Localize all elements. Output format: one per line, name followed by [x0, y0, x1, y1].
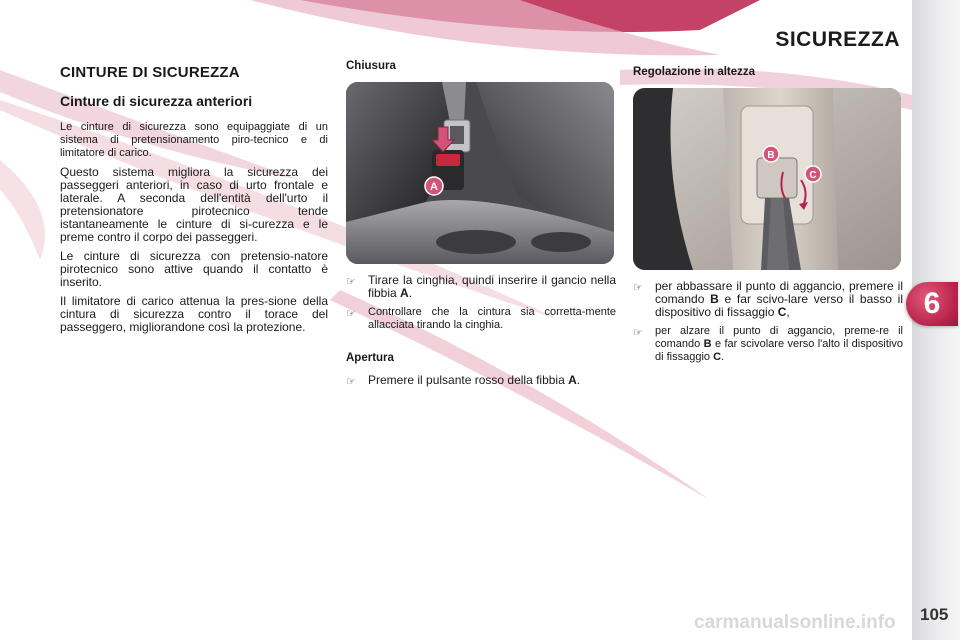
callout-label-b: B	[767, 150, 775, 161]
instruction-item	[346, 306, 616, 332]
chapter-tab[interactable]	[906, 282, 958, 326]
page-number: 105	[920, 605, 949, 624]
reference-letter: C	[713, 351, 722, 363]
height-adjuster-illustration	[633, 88, 901, 270]
reference-letter: A	[568, 373, 577, 387]
paragraph: Il limitatore di carico attenua la pres-sione della cintura di sicurezza contro il torace del passeggero, migliorandone così la protezione.	[60, 294, 328, 334]
paragraph: Le cinture di sicurezza con pretensio-natore pirotecnico sono attive quando il contatto è inserito.	[60, 249, 328, 289]
figure-height-adjuster-photo	[633, 88, 901, 270]
instruction-item	[346, 274, 616, 300]
instruction-tail: .	[576, 373, 581, 387]
page-header-title: SICUREZZA	[775, 28, 900, 51]
column-height-adjustment	[633, 66, 903, 370]
section-title: CINTURE DI SICUREZZA	[60, 64, 240, 81]
column-closing-opening	[346, 60, 616, 394]
instruction-item	[633, 280, 903, 319]
watermark: carmanualsonline.info	[694, 612, 896, 633]
instruction-tail: .	[408, 286, 413, 300]
buckle-illustration	[346, 82, 614, 264]
callout-label-c: C	[809, 170, 817, 181]
subsection-title: Cinture di sicurezza anteriori	[60, 93, 253, 109]
figure-buckle-photo	[346, 82, 614, 264]
pointing-hand-icon: ☞	[346, 276, 356, 288]
instruction-item	[633, 325, 903, 364]
instruction-text: e far scivolare verso l'alto il dispositivo di fissaggio	[655, 338, 903, 363]
pointing-hand-icon: ☞	[346, 308, 356, 320]
instruction-tail: .	[721, 351, 725, 363]
heading-height-adjustment: Regolazione in altezza	[633, 66, 756, 78]
column-seatbelts-intro	[60, 64, 328, 340]
instruction-text: per abbassare il punto di aggancio, premere il comando	[655, 279, 903, 306]
reference-letter: B	[703, 338, 712, 350]
pointing-hand-icon: ☞	[633, 282, 643, 294]
pointing-hand-icon: ☞	[633, 327, 643, 339]
reference-letter: B	[710, 292, 719, 306]
callout-label-a: A	[430, 181, 438, 193]
paragraph: Questo sistema migliora la sicurezza dei passeggeri anteriori, in caso di urto frontale e laterale. A seconda dell'entità dell'urto il pretensionatore pirotecnico tende istantaneamente le cinture di si-curezza e le preme contro il corpo dei passeggeri.	[60, 165, 328, 244]
instruction-item	[346, 374, 616, 388]
instruction-text: Tirare la cinghia, quindi inserire il gancio nella fibbia	[368, 273, 616, 300]
heading-closing: Chiusura	[346, 60, 396, 72]
heading-opening: Apertura	[346, 352, 394, 364]
instruction-text: Controllare che la cintura sia corretta-mente allacciata tirando la cinghia.	[368, 306, 616, 331]
instruction-text: e far scivo-lare verso il basso il dispositivo di fissaggio	[655, 292, 904, 319]
instruction-text: Premere il pulsante rosso della fibbia	[368, 373, 569, 387]
instruction-tail: ,	[786, 305, 790, 319]
reference-letter: A	[400, 286, 409, 300]
pointing-hand-icon: ☞	[346, 376, 356, 388]
reference-letter: C	[777, 305, 787, 319]
paragraph: Le cinture di sicurezza sono equipaggiate di un sistema di pretensionamento piro-tecnico e di limitatore di carico.	[60, 121, 328, 159]
instruction-text: per alzare il punto di aggancio, preme-re il comando	[655, 325, 903, 350]
chapter-number: 6	[923, 287, 941, 320]
